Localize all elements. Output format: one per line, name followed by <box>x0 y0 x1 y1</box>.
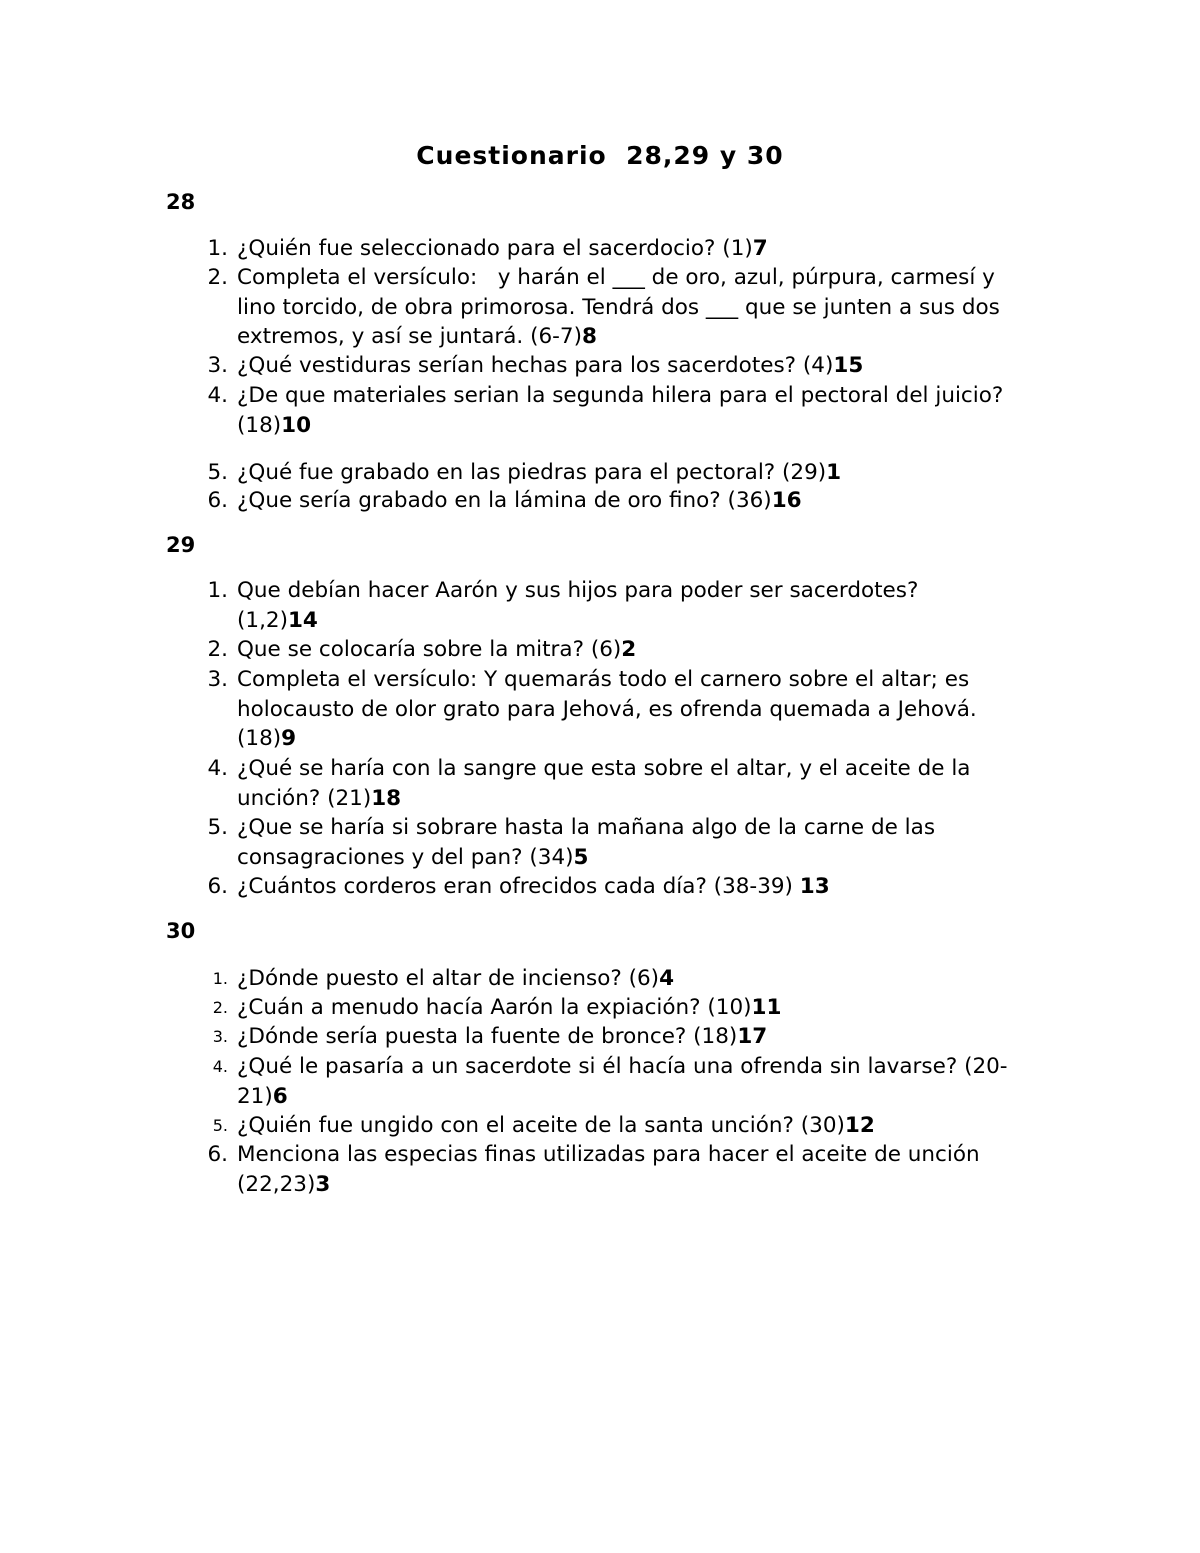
question-item <box>166 458 1046 488</box>
question-number: 4. <box>212 1057 228 1076</box>
section-heading-29: 29 <box>166 533 196 557</box>
question-number: 2. <box>207 637 228 662</box>
section-heading-30: 30 <box>166 919 196 943</box>
answer-number: 4 <box>659 966 675 991</box>
question-number: 6. <box>207 1142 228 1167</box>
question-text: ¿Qué fue grabado en las piedras para el pectoral? (29) <box>237 460 827 485</box>
question-item <box>166 381 1046 440</box>
question-item <box>166 1022 1046 1052</box>
answer-number: 3 <box>315 1171 331 1197</box>
question-item <box>166 754 1046 813</box>
question-item <box>166 234 1046 264</box>
answer-number: 15 <box>833 353 864 378</box>
question-text: Completa el versículo: Y quemarás todo el carnero sobre el altar; es holocausto de olor grato para Jehová, es ofrenda quemada a Jehová. (18) <box>237 667 984 752</box>
answer-number: 17 <box>737 1024 768 1049</box>
question-number: 5. <box>212 1116 228 1135</box>
answer-number: 2 <box>621 637 637 662</box>
answer-number: 18 <box>371 785 402 811</box>
question-text: Que debían hacer Aarón y sus hijos para poder ser sacerdotes? (1,2) <box>237 578 926 633</box>
question-text: Que se colocaría sobre la mitra? (6) <box>237 637 622 662</box>
answer-number: 5 <box>573 844 589 870</box>
answer-number: 9 <box>281 726 297 752</box>
question-number: 2. <box>212 998 228 1017</box>
answer-number: 12 <box>844 1113 875 1138</box>
question-number: 1. <box>212 969 228 988</box>
question-text: Completa el versículo: y harán el ___ de oro, azul, púrpura, carmesí y lino torcido, de obra primorosa. Tendrá dos ___ que se junten a sus dos extremos, y así se juntará. (6-7) <box>237 265 1007 350</box>
question-text: ¿Quién fue seleccionado para el sacerdocio? (1) <box>237 236 753 261</box>
answer-number: 8 <box>581 324 597 350</box>
question-text: ¿Dónde puesto el altar de incienso? (6) <box>237 966 660 991</box>
question-number: 1. <box>207 578 228 603</box>
question-text: ¿De que materiales serian la segunda hilera para el pectoral del juicio? (18) <box>237 383 1011 438</box>
answer-number: 6 <box>272 1083 288 1109</box>
question-text: ¿Qué vestiduras serían hechas para los sacerdotes? (4) <box>237 353 834 378</box>
question-text: ¿Que sería grabado en la lámina de oro fino? (36) <box>237 488 772 513</box>
question-item <box>166 1111 1046 1141</box>
question-item <box>166 1052 1046 1111</box>
question-number: 1. <box>207 236 228 261</box>
question-number: 5. <box>207 460 228 485</box>
question-item <box>166 993 1046 1023</box>
question-text: ¿Cuántos corderos eran ofrecidos cada día? (38-39) <box>237 874 800 899</box>
question-item <box>166 635 1046 665</box>
question-number: 3. <box>207 667 228 692</box>
question-number: 3. <box>207 353 228 378</box>
question-number: 4. <box>207 756 228 781</box>
answer-number: 16 <box>771 488 802 513</box>
question-number: 3. <box>212 1027 228 1046</box>
answer-number: 7 <box>752 236 768 261</box>
question-item <box>166 351 1046 381</box>
question-text: ¿Quién fue ungido con el aceite de la santa unción? (30) <box>237 1113 845 1138</box>
question-number: 2. <box>207 265 228 290</box>
question-text: ¿Dónde sería puesta la fuente de bronce? (18) <box>237 1024 738 1049</box>
question-item <box>166 665 1046 754</box>
question-item <box>166 1140 1046 1199</box>
question-item <box>166 813 1046 872</box>
question-text: ¿Que se haría si sobrare hasta la mañana algo de la carne de las consagraciones y del pan? (34) <box>237 815 942 870</box>
question-number: 5. <box>207 815 228 840</box>
section-heading-28: 28 <box>166 190 196 214</box>
question-item <box>166 576 1046 635</box>
question-item <box>166 872 1046 902</box>
answer-number: 11 <box>751 995 782 1020</box>
question-item <box>166 486 1046 516</box>
question-text: Menciona las especias finas utilizadas para hacer el aceite de unción (22,23) <box>237 1142 987 1197</box>
answer-number: 10 <box>281 412 312 438</box>
question-number: 6. <box>207 488 228 513</box>
question-item <box>166 964 1046 994</box>
answer-number: 14 <box>287 607 318 633</box>
question-text: ¿Qué le pasaría a un sacerdote si él hacía una ofrenda sin lavarse? (20-21) <box>237 1054 1008 1109</box>
question-number: 6. <box>207 874 228 899</box>
question-text: ¿Cuán a menudo hacía Aarón la expiación? (10) <box>237 995 752 1020</box>
question-number: 4. <box>207 383 228 408</box>
answer-number: 13 <box>799 874 830 899</box>
question-item <box>166 263 1046 352</box>
answer-number: 1 <box>826 460 842 485</box>
question-text: ¿Qué se haría con la sangre que esta sobre el altar, y el aceite de la unción? (21) <box>237 756 978 811</box>
page-title: Cuestionario 28,29 y 30 <box>416 141 784 170</box>
